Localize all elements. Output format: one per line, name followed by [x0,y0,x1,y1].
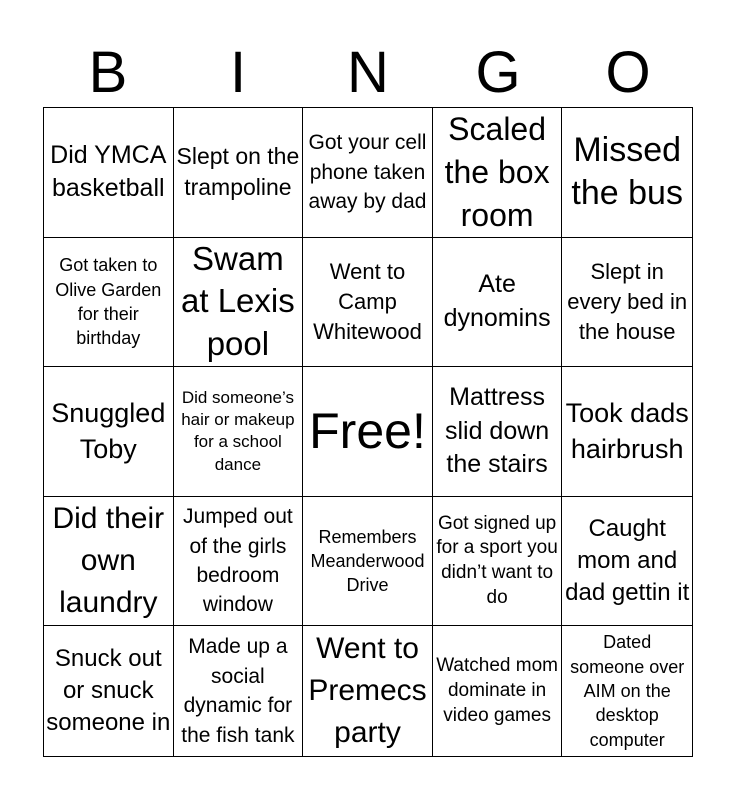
bingo-cell[interactable]: Did someone’s hair or makeup for a school dance [174,367,304,497]
bingo-cell[interactable]: Did YMCA basketball [44,108,174,238]
bingo-cell[interactable]: Watched mom dominate in video games [433,626,563,756]
bingo-cell[interactable]: Jumped out of the girls bedroom window [174,497,304,627]
bingo-cell[interactable]: Went to Camp Whitewood [303,238,433,368]
bingo-cell[interactable]: Swam at Lexis pool [174,238,304,368]
bingo-header [43,40,693,106]
header-letter-o: O [605,40,651,105]
header-letter-i: I [229,40,247,105]
bingo-cell[interactable]: Dated someone over AIM on the desktop computer [570,632,685,750]
header-letter-n: N [347,40,389,105]
bingo-cell[interactable]: Got taken to Olive Garden for their birthday [44,238,174,368]
bingo-cell[interactable]: Ate dynomins [433,238,563,368]
bingo-cell[interactable]: Went to Premecs party [303,626,433,756]
bingo-cell[interactable]: Snuggled Toby [44,367,174,497]
bingo-cell[interactable]: Snuck out or snuck someone in [44,626,174,756]
bingo-cell[interactable]: Took dads hairbrush [562,367,692,497]
bingo-cell[interactable]: Slept on the trampoline [174,108,304,238]
free-space[interactable]: Free! [303,367,433,497]
bingo-cell[interactable]: Remembers Meanderwood Drive [303,497,433,627]
bingo-cell[interactable]: Did their own laundry [44,497,174,627]
bingo-cell[interactable]: Slept in every bed in the house [562,238,692,368]
bingo-grid [43,107,693,757]
header-letter-b: B [88,40,128,105]
bingo-cell[interactable]: Missed the bus [562,108,692,238]
header-letter-g: G [475,40,521,105]
bingo-cell[interactable]: Made up a social dynamic for the fish tank [174,626,304,756]
bingo-cell[interactable]: Scaled the box room [433,108,563,238]
bingo-cell[interactable]: Mattress slid down the stairs [433,367,563,497]
bingo-cell[interactable]: Caught mom and dad gettin it [562,497,692,627]
bingo-cell[interactable]: Got your cell phone taken away by dad [303,108,433,238]
bingo-cell[interactable]: Got signed up for a sport you didn’t want to do [433,497,563,627]
